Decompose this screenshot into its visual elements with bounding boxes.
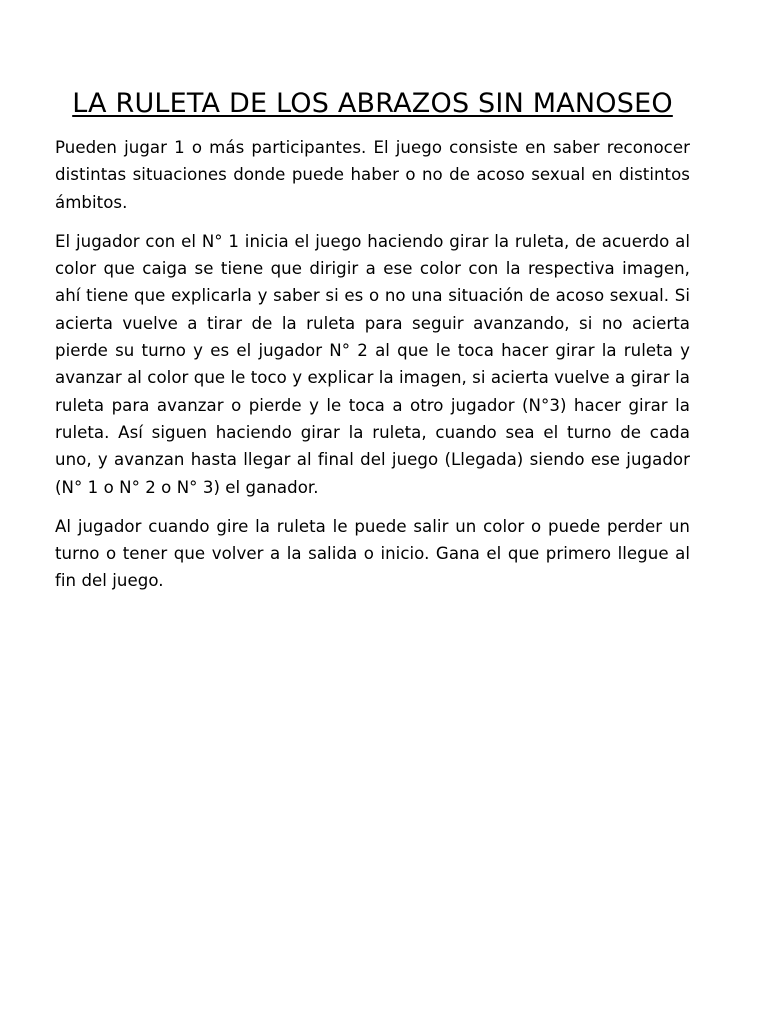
paragraph-spin-outcomes: Al jugador cuando gire la ruleta le puede salir un color o puede perder un turno o tener que volver a la salida o inicio. Gana el que primero llegue al fin del juego. <box>55 516 690 591</box>
document-title: LA RULETA DE LOS ABRAZOS SIN MANOSEO <box>72 88 673 119</box>
paragraph-rules-intro: Pueden jugar 1 o más participantes. El juego consiste en saber reconocer distintas situaciones donde puede haber o no de acoso sexual en distintos ámbitos. <box>55 138 690 212</box>
paragraph-gameplay: El jugador con el N° 1 inicia el juego haciendo girar la ruleta, de acuerdo al color que caiga se tiene que dirigir a ese color con la respectiva imagen, ahí tiene que explicarla y saber si es o no una situación de acoso sexual. Si acierta vuelve a tirar de la ruleta para seguir avanzando, si no acierta pierde su turno y es el jugador N° 2 al que le toca hacer girar la ruleta y avanzar al color que le toco y explicar la imagen, si acierta vuelve a girar la ruleta para avanzar o pierde y le toca a otro jugador (N°3) hacer girar la ruleta. Así siguen haciendo girar la ruleta, cuando sea el turno de cada uno, y avanzan hasta llegar al final del juego (Llegada) siendo ese jugador (N° 1 o N° 2 o N° 3) el ganador. <box>55 231 690 497</box>
